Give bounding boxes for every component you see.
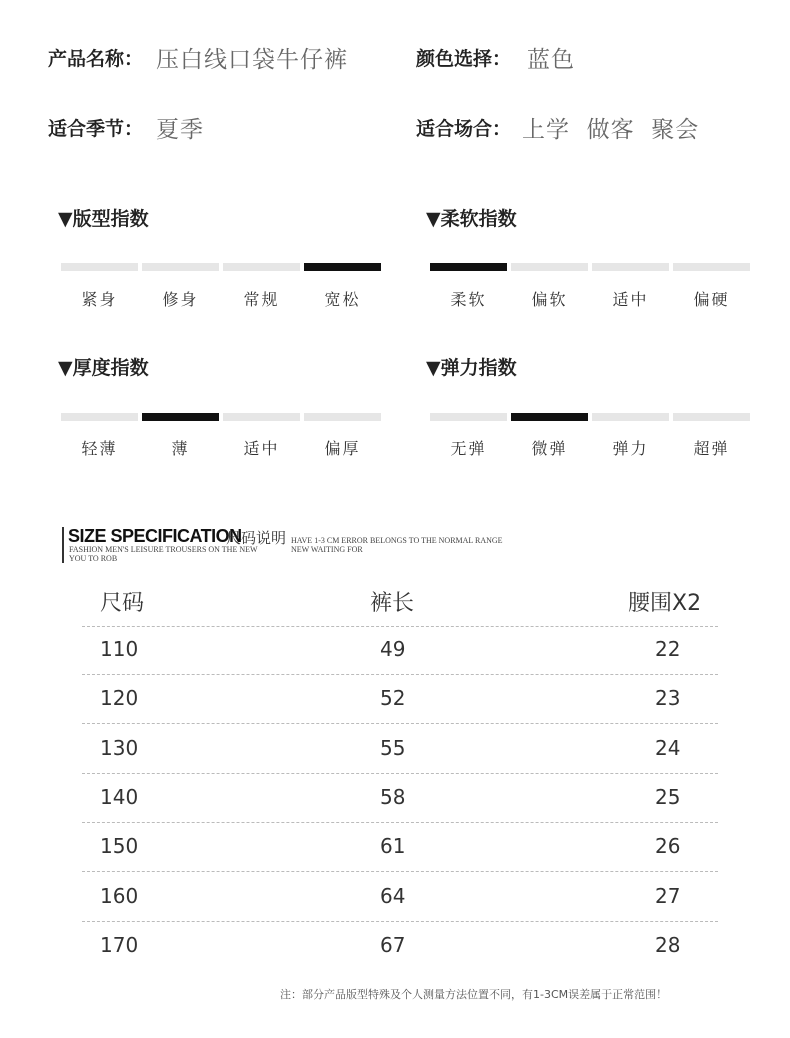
index-segment: [223, 413, 300, 421]
index-option-label: 适中: [243, 439, 280, 458]
index-option-label: 偏软: [531, 290, 568, 309]
table-divider: [82, 773, 718, 774]
index-option-label: 偏厚: [324, 439, 361, 458]
index-segment: [142, 413, 219, 421]
size-spec-title: SIZE SPECIFICATION: [68, 526, 242, 546]
index-segment: [592, 263, 669, 271]
table-cell: 22: [655, 637, 681, 661]
color-value: 蓝色: [527, 47, 575, 73]
index-segment: [673, 263, 750, 271]
index-option-label: 微弹: [531, 439, 568, 458]
season-label: 适合季节：: [48, 118, 144, 140]
size-spec-sub-left-2: YOU TO ROB: [69, 554, 118, 563]
index-option-label: 修身: [162, 290, 199, 309]
product-name-value: 压白线口袋牛仔裤: [156, 47, 348, 73]
index-option-label: 柔软: [450, 290, 487, 309]
header-waist: 腰围X2: [628, 591, 702, 616]
index-segment: [304, 263, 381, 271]
size-spec-sub-right-2: NEW WAITING FOR: [291, 545, 363, 554]
index-segment: [430, 413, 507, 421]
table-cell: 130: [100, 735, 139, 760]
size-spec-sub-right-1: HAVE 1-3 CM ERROR BELONGS TO THE NORMAL RANGE: [291, 536, 503, 545]
index-option-label: 薄: [171, 439, 190, 458]
index-option-label: 弹力: [612, 439, 649, 458]
product-name-label: 产品名称：: [48, 48, 144, 70]
occasion-label: 适合场合：: [416, 118, 512, 140]
table-cell: 67: [380, 932, 406, 957]
table-cell: 28: [655, 932, 681, 957]
table-divider: [82, 674, 718, 675]
index-segment: [592, 413, 669, 421]
table-cell: 24: [655, 735, 681, 760]
table-cell: 58: [380, 784, 406, 809]
index-option-label: 无弹: [450, 439, 487, 458]
table-cell: 49: [380, 637, 406, 661]
index-option-label: 紧身: [81, 290, 118, 309]
index-segment: [673, 413, 750, 421]
table-divider: [82, 723, 718, 724]
index-option-label: 轻薄: [81, 439, 118, 458]
table-cell: 61: [380, 834, 406, 859]
index-segment: [223, 263, 300, 271]
size-spec-sub-left-1: FASHION MEN'S LEISURE TROUSERS ON THE NEW: [69, 545, 258, 554]
index-segment: [61, 263, 138, 271]
index-option-label: 偏硬: [693, 290, 730, 309]
fit-index-title: ▼版型指数: [58, 208, 149, 230]
table-divider: [82, 921, 718, 922]
table-cell: 170: [100, 932, 139, 957]
index-segment: [142, 263, 219, 271]
table-cell: 27: [655, 883, 681, 908]
occasion-value: 上学 做客 聚会: [522, 117, 700, 143]
index-option-label: 宽松: [324, 290, 361, 309]
header-size: 尺码: [100, 591, 145, 616]
table-cell: 110: [100, 637, 139, 661]
table-cell: 140: [100, 784, 139, 809]
footnote: 注：部分产品版型特殊及个人测量方法位置不同，有1-3CM误差属于正常范围！: [280, 988, 668, 1001]
header-pants-length: 裤长: [370, 591, 415, 616]
table-divider: [82, 871, 718, 872]
index-segment: [61, 413, 138, 421]
index-segment: [304, 413, 381, 421]
table-cell: 150: [100, 834, 139, 859]
size-spec-bar: [62, 527, 64, 563]
color-label: 颜色选择：: [416, 48, 512, 70]
table-divider: [82, 626, 718, 627]
table-cell: 23: [655, 686, 681, 711]
table-cell: 64: [380, 883, 406, 908]
table-cell: 26: [655, 834, 681, 859]
index-option-label: 常规: [243, 290, 280, 309]
thickness-index-title: ▼厚度指数: [58, 357, 149, 379]
softness-index-title: ▼柔软指数: [426, 208, 517, 230]
index-option-label: 超弹: [693, 439, 730, 458]
season-value: 夏季: [156, 117, 204, 143]
table-cell: 120: [100, 686, 139, 711]
table-cell: 55: [380, 735, 406, 760]
index-segment: [511, 263, 588, 271]
elasticity-index-title: ▼弹力指数: [426, 357, 517, 379]
index-option-label: 适中: [612, 290, 649, 309]
table-cell: 160: [100, 883, 139, 908]
table-cell: 25: [655, 784, 681, 809]
size-spec-title-cn: 尺码说明: [226, 529, 287, 547]
table-cell: 52: [380, 686, 406, 711]
table-divider: [82, 822, 718, 823]
index-segment: [430, 263, 507, 271]
index-segment: [511, 413, 588, 421]
